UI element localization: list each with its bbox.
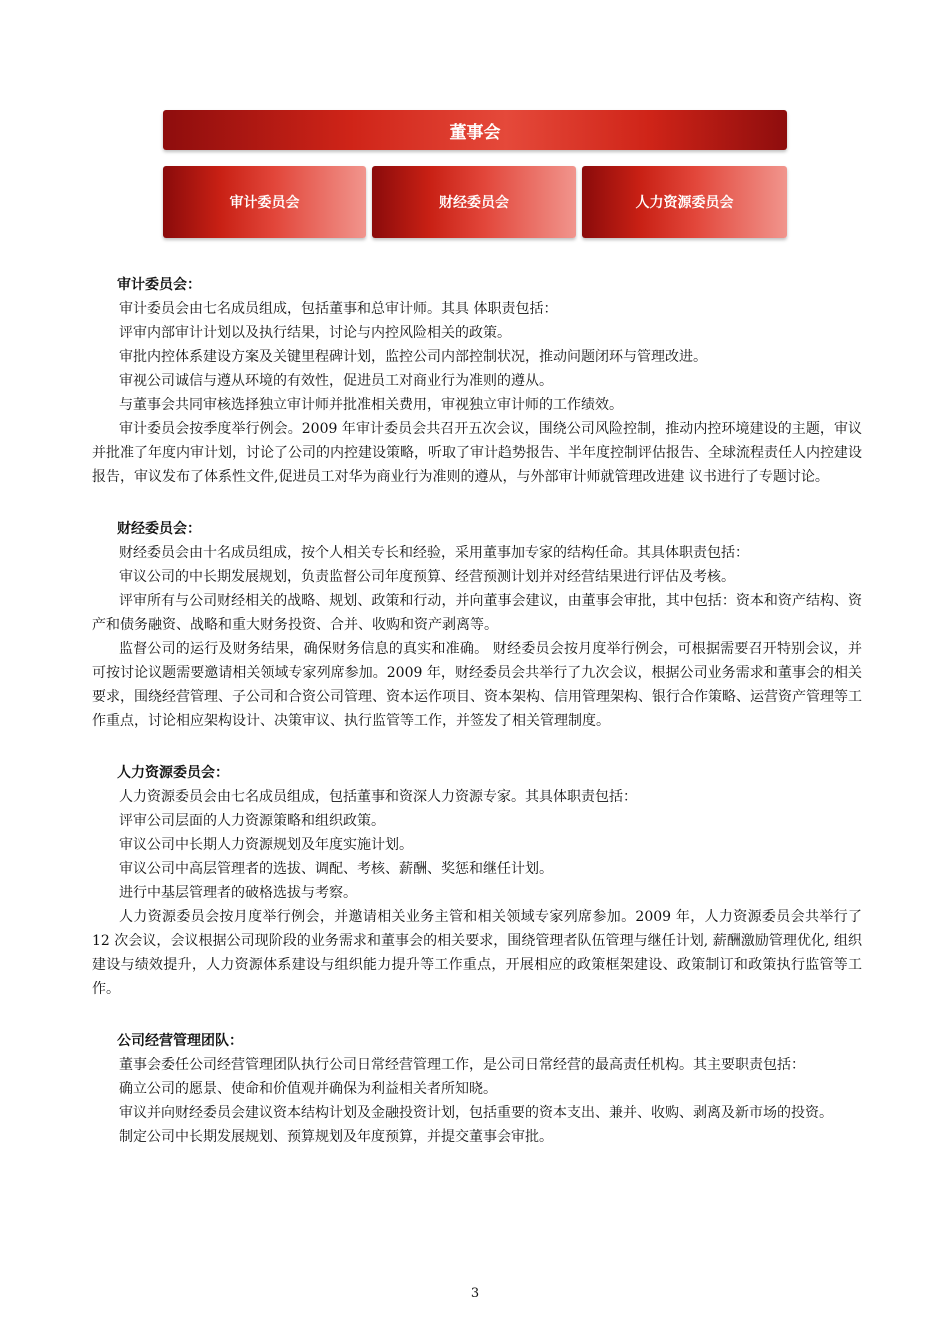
paragraph: 审计委员会由七名成员组成，包括董事和总审计师。其具 体职责包括： xyxy=(119,301,558,317)
paragraph: 制定公司中长期发展规划、预算规划及年度预算，并提交董事会审批。 xyxy=(119,1129,553,1145)
paragraph: 确立公司的愿景、使命和价值观并确保为利益相关者所知晓。 xyxy=(119,1081,497,1097)
finance-committee-box: 财经委员会 xyxy=(372,166,576,238)
org-chart xyxy=(163,110,787,238)
committees-row xyxy=(163,166,787,238)
management-team-section xyxy=(92,1029,862,1149)
hr-committee-box: 人力资源委员会 xyxy=(582,166,787,238)
finance-committee-section xyxy=(92,517,862,733)
section-heading: 财经委员会： xyxy=(117,521,201,537)
document-body xyxy=(92,273,862,1177)
paragraph: 评审公司层面的人力资源策略和组织政策。 xyxy=(119,813,385,829)
paragraph: 审议公司中长期人力资源规划及年度实施计划。 xyxy=(119,837,413,853)
paragraph: 审议并向财经委员会建议资本结构计划及金融投资计划，包括重要的资本支出、兼并、收购、剥离及新市场的投资。 xyxy=(119,1105,833,1121)
paragraph: 评审内部审计计划以及执行结果，讨论与内控风险相关的政策。 xyxy=(119,325,511,341)
audit-committee-section xyxy=(92,273,862,489)
page-number: 3 xyxy=(470,1286,480,1301)
paragraph: 评审所有与公司财经相关的战略、规划、政策和行动，并向董事会建议，由董事会审批，其中包括：资本和资产结构、资产和债务融资、战略和重大财务投资、合并、收购和资产剥离等。 xyxy=(92,593,862,633)
paragraph: 与董事会共同审核选择独立审计师并批准相关费用，审视独立审计师的工作绩效。 xyxy=(119,397,623,413)
paragraph: 财经委员会由十名成员组成，按个人相关专长和经验，采用董事加专家的结构任命。其具体职责包括： xyxy=(119,545,749,561)
paragraph: 审计委员会按季度举行例会。2009 年审计委员会共召开五次会议，围绕公司风险控制，推动内控环境建设的主题，审议并批准了年度内审计划，讨论了公司的内控建设策略，听取了审计趋势报告、半年度控制评估报告、全球流程责任人内控建设报告，审议发布了体系性文件,促进员工对华为商业行为准则的遵从，与外部审计师就管理改进建 议书进行了专题讨论。 xyxy=(92,421,862,485)
hr-committee-section xyxy=(92,761,862,1001)
paragraph: 人力资源委员会由七名成员组成，包括董事和资深人力资源专家。其具体职责包括： xyxy=(119,789,637,805)
section-heading: 公司经营管理团队： xyxy=(117,1033,243,1049)
paragraph: 董事会委任公司经营管理团队执行公司日常经营管理工作，是公司日常经营的最高责任机构。其主要职责包括： xyxy=(119,1057,805,1073)
audit-committee-box: 审计委员会 xyxy=(163,166,366,238)
board-box: 董事会 xyxy=(163,110,787,150)
section-heading: 人力资源委员会： xyxy=(117,765,229,781)
paragraph: 审议公司的中长期发展规划，负责监督公司年度预算、经营预测计划并对经营结果进行评估及考核。 xyxy=(119,569,735,585)
paragraph: 人力资源委员会按月度举行例会，并邀请相关业务主管和相关领域专家列席参加。2009 年，人力资源委员会共举行了 12 次会议，会议根据公司现阶段的业务需求和董事会的相关要求，围绕管理者队伍管理与继任计划, 薪酬激励管理优化, 组织建设与绩效提升，人力资源体系建设与组织能力提升等工作重点，开展相应的政策框架建设、政策制订和政策执行监管等工作。 xyxy=(92,909,862,997)
paragraph: 审议公司中高层管理者的选拔、调配、考核、薪酬、奖惩和继任计划。 xyxy=(119,861,553,877)
section-heading: 审计委员会： xyxy=(117,277,201,293)
paragraph: 进行中基层管理者的破格选拔与考察。 xyxy=(119,885,357,901)
paragraph: 监督公司的运行及财务结果，确保财务信息的真实和准确。 财经委员会按月度举行例会，可根据需要召开特别会议，并可按讨论议题需要邀请相关领域专家列席参加。2009 年，财经委员会共举行了九次会议，根据公司业务需求和董事会的相关要求，围绕经营管理、子公司和合资公司管理、资本运作项目、资本架构、信用管理架构、银行合作策略、运营资产管理等工作重点，讨论相应架构设计、决策审议、执行监管等工作，并签发了相关管理制度。 xyxy=(92,641,862,729)
paragraph: 审视公司诚信与遵从环境的有效性，促进员工对商业行为准则的遵从。 xyxy=(119,373,553,389)
paragraph: 审批内控体系建设方案及关键里程碑计划，监控公司内部控制状况，推动问题闭环与管理改进。 xyxy=(119,349,707,365)
